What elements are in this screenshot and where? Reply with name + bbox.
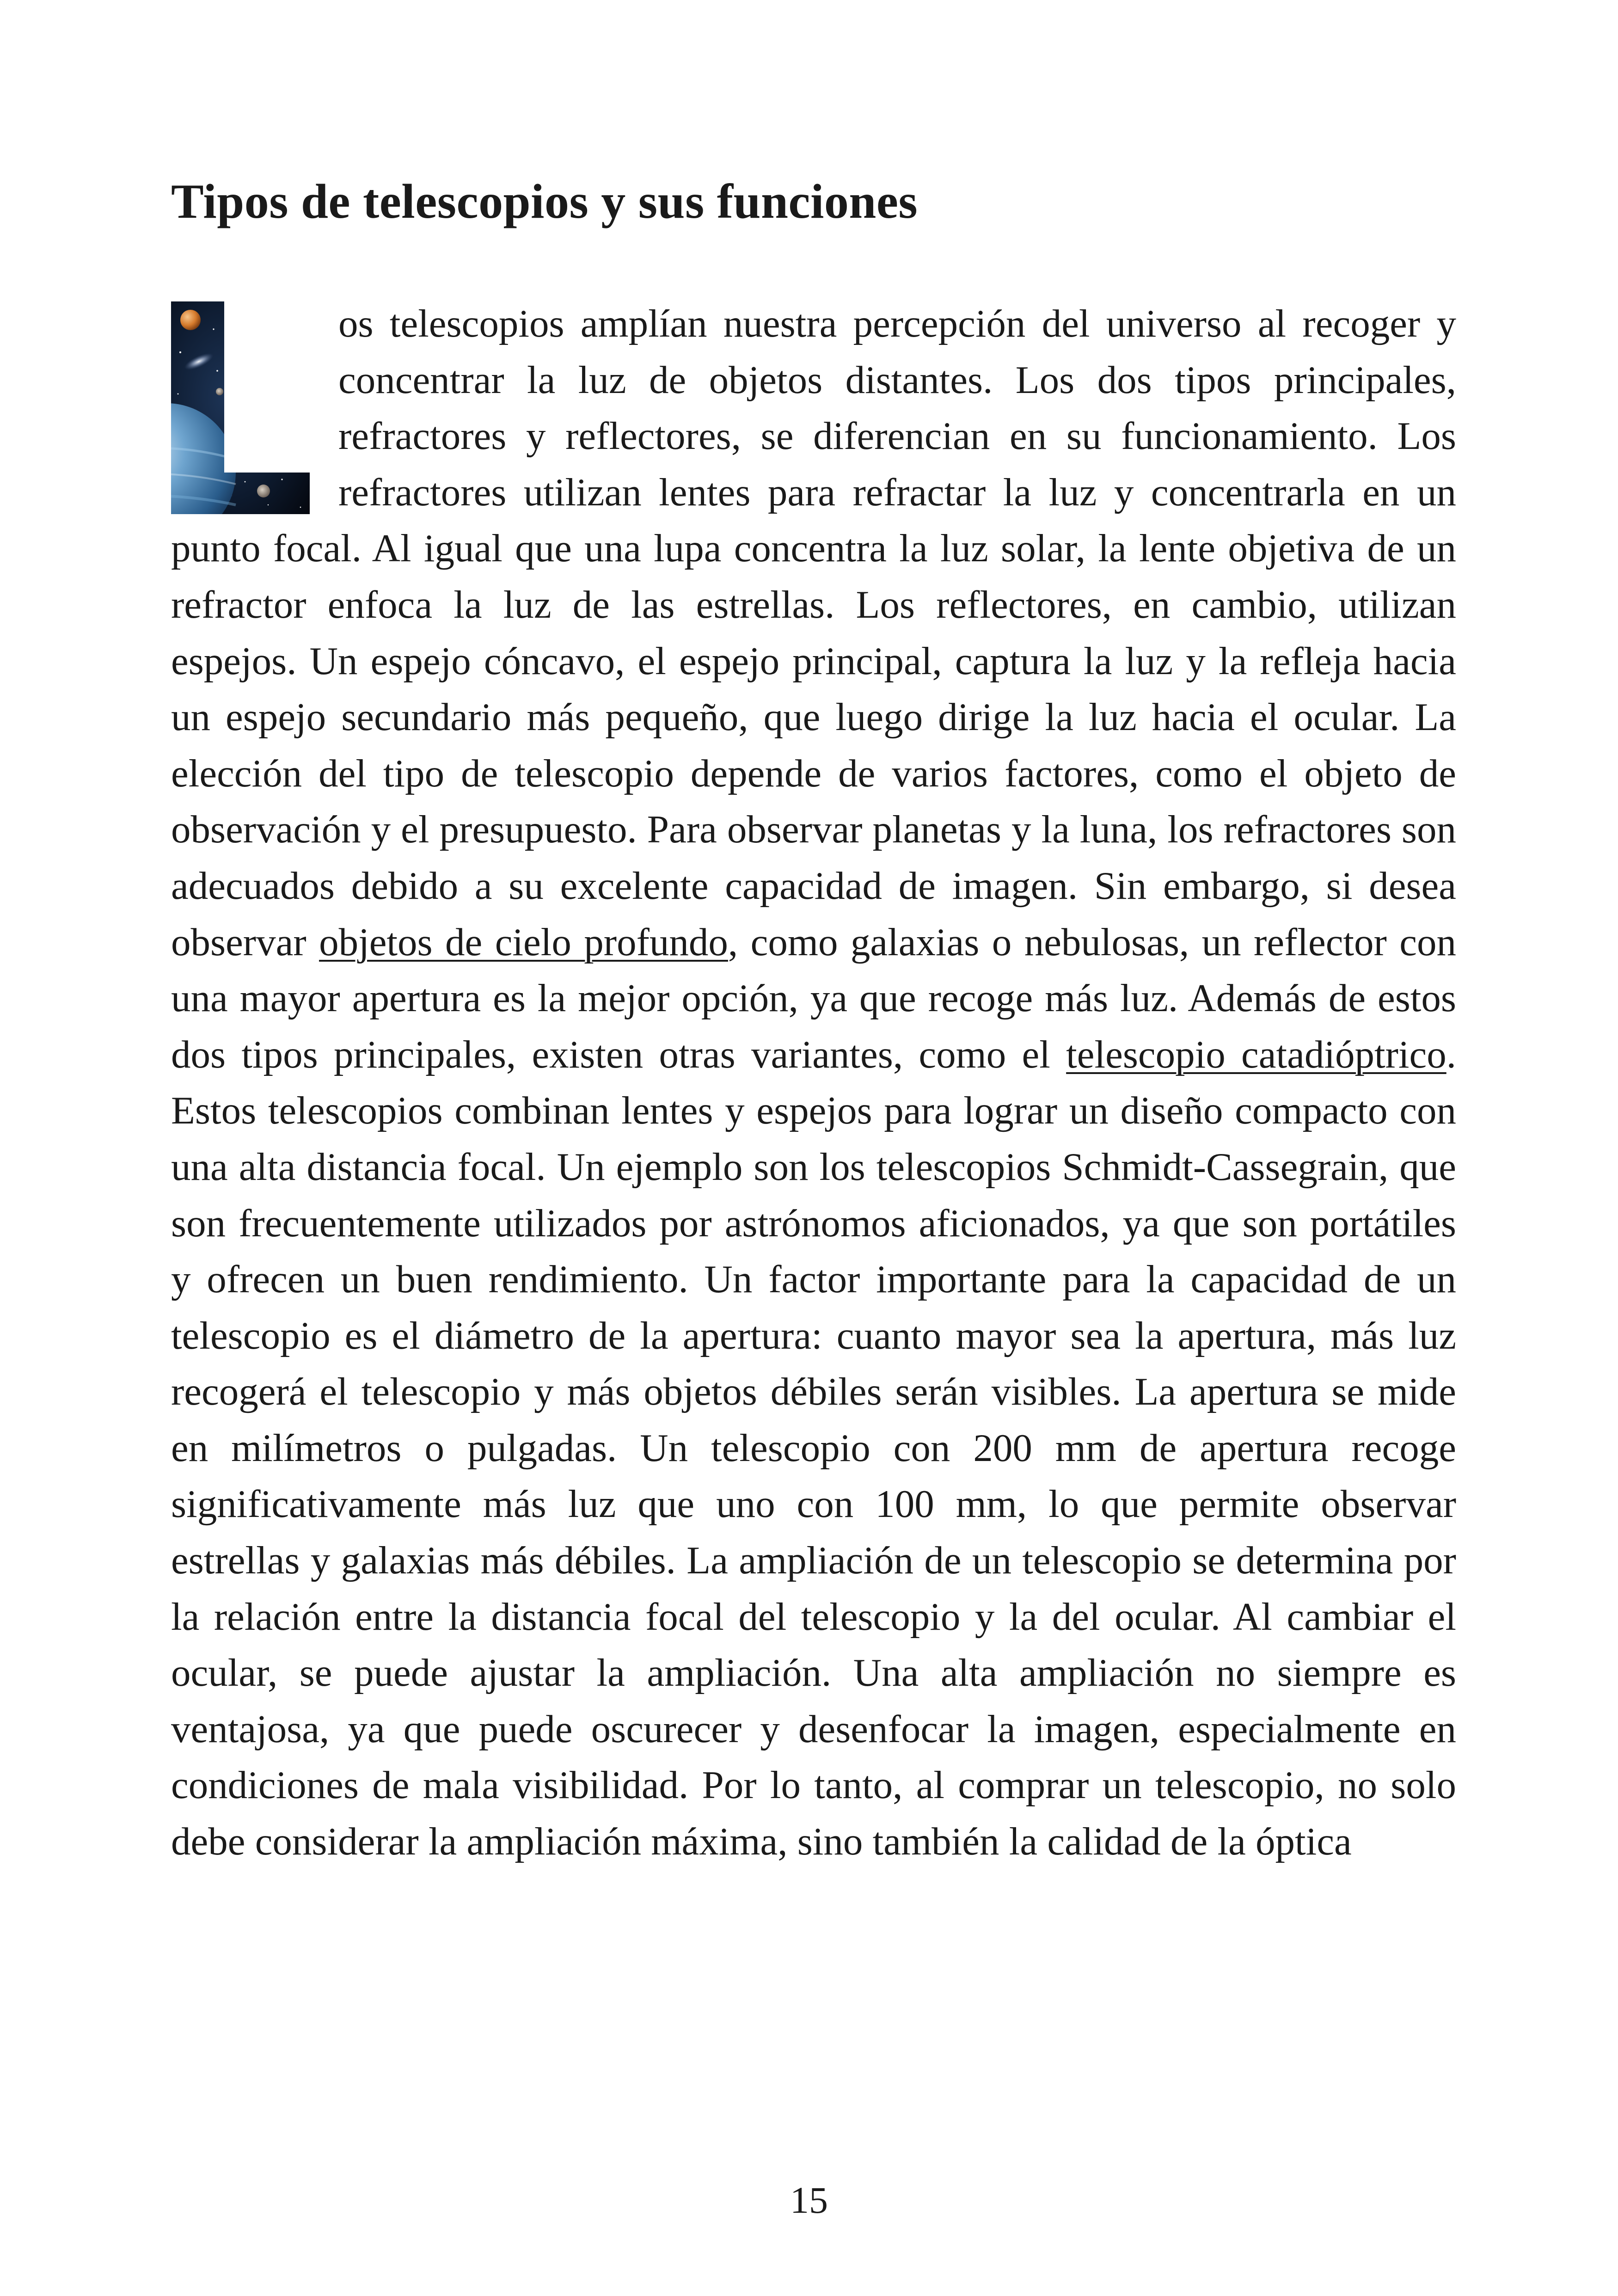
page-title: Tipos de telescopios y sus funciones (171, 174, 918, 228)
link-deep-sky-objects[interactable]: objetos de cielo profundo (319, 920, 728, 964)
space-illustration-icon (171, 301, 310, 514)
dropcap-letter-l (171, 301, 310, 514)
link-catadioptric-telescope[interactable]: telescopio catadióptrico (1066, 1032, 1446, 1076)
body-paragraph (171, 296, 1456, 1870)
page-number: 15 (790, 2179, 828, 2221)
body-text-part-2: , como galaxias o nebulosas, un reflector con una mayor apertura es la mejor opción, ya que recoge más luz. Además de estos dos tipos principales, existen otras variantes, como el (171, 920, 1457, 1076)
body-text-part-3: . Estos telescopios combinan lentes y espejos para lograr un diseño compacto con una alta distancia focal. Un ejemplo son los telescopios Schmidt-Cassegrain, que son frecuentemente utilizados por astrónomos aficionados, ya que son portátiles y ofrecen un buen rendimiento. Un factor importante para la capacidad de un telescopio es el diámetro de la apertura: cuanto mayor sea la apertura, más luz recogerá el telescopio y más objetos débiles serán visibles. La apertura se mide en milímetros o pulgadas. Un telescopio con 200 mm de apertura recoge significativamente más luz que uno con 100 mm, lo que permite observar estrellas y galaxias más débiles. La ampliación de un telescopio se determina por la relación entre la distancia focal del telescopio y la del ocular. Al cambiar el ocular, se puede ajustar la ampliación. Una alta ampliación no siempre es ventajosa, ya que puede oscurecer y desenfocar la imagen, especialmente en condiciones de mala visibilidad. Por lo tanto, al comprar un telescopio, no solo debe considerar la ampliación máxima, sino también la calidad de la óptica (171, 1032, 1456, 1864)
body-text-part-1: os telescopios amplían nuestra percepción del universo al recoger y concentrar la luz de objetos distantes. Los dos tipos principales, refractores y reflectores, se diferencian en su funcionamiento. Los refractores utilizan lentes para refractar la luz y concentrarla en un punto focal. Al igual que una lupa concentra la luz solar, la lente objetiva de un refractor enfoca la luz de las estrellas. Los reflectores, en cambio, utilizan espejos. Un espejo cóncavo, el espejo principal, captura la luz y la refleja hacia un espejo secundario más pequeño, que luego dirige la luz hacia el ocular. La elección del tipo de telescopio depende de varios factores, como el objeto de observación y el presupuesto. Para observar planetas y la luna, los refractores son adecuados debido a su excelente capacidad de imagen. Sin embargo, si desea observar (171, 302, 1456, 964)
